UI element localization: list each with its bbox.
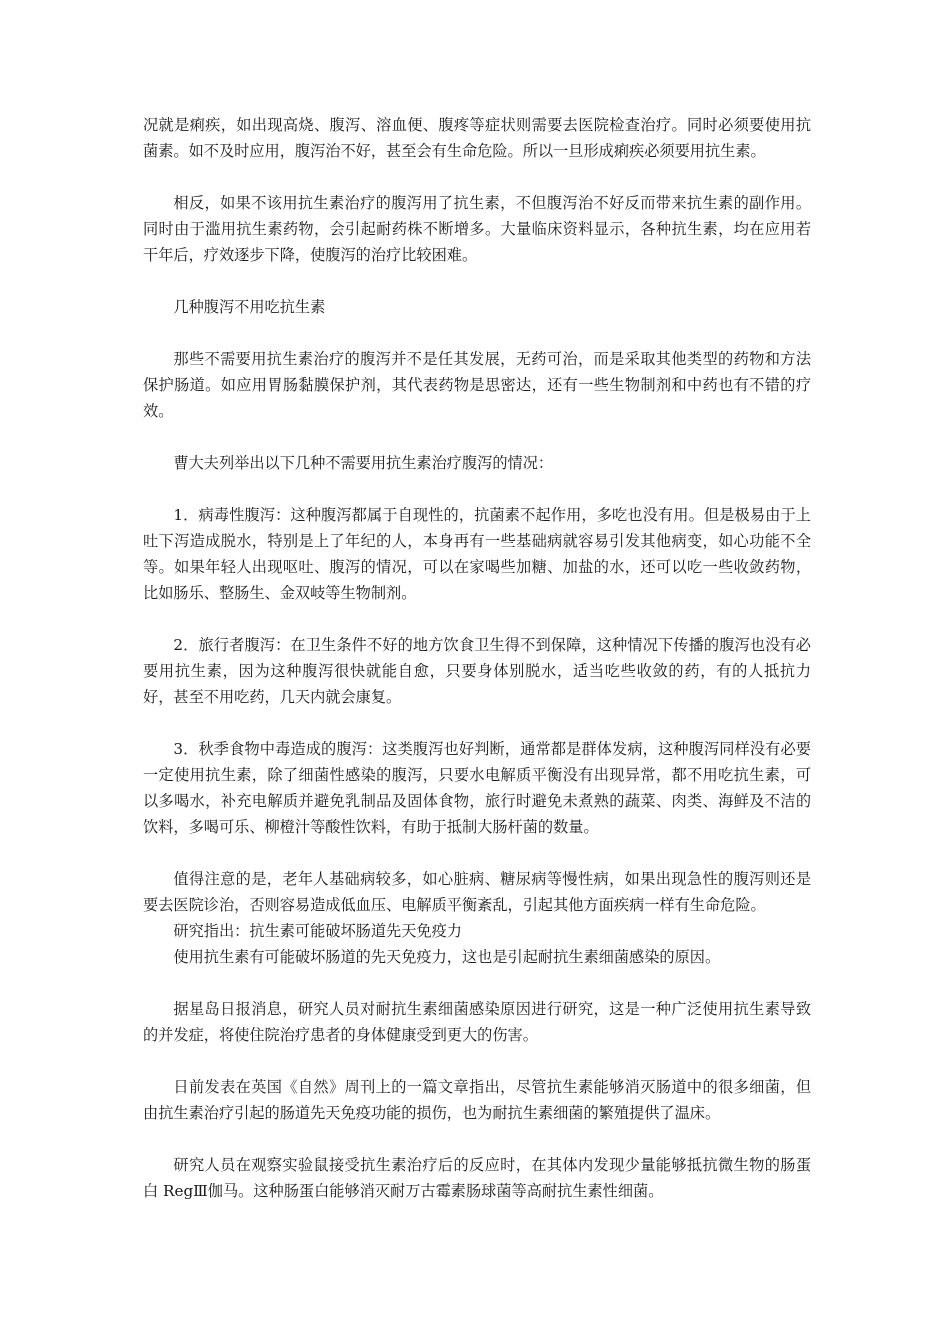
paragraph-dysentery-antibiotics: 况就是痢疾，如出现高烧、腹泻、溶血便、腹疼等症状则需要去医院检查治疗。同时必须要使用抗菌素。如不及时应用，腹泻治不好，甚至会有生命危险。所以一旦形成痢疾必须要用抗生素。	[143, 116, 811, 160]
paragraph-news-source: 据星岛日报消息，研究人员对耐抗生素细菌感染原因进行研究，这是一种广泛使用抗生素导致的并发症，将使住院治疗患者的身体健康受到更大的伤害。	[143, 1000, 811, 1044]
paragraph-cases-intro: 曹大夫列举出以下几种不需要用抗生素治疗腹泻的情况：	[173, 454, 554, 472]
paragraph-innate-immunity: 使用抗生素有可能破坏肠道的先天免疫力，这也是引起耐抗生素细菌感染的原因。	[173, 948, 721, 966]
section-heading-no-antibiotics: 几种腹泻不用吃抗生素	[173, 298, 326, 316]
paragraph-nature-article: 日前发表在英国《自然》周刊上的一篇文章指出，尽管抗生素能够消灭肠道中的很多细菌，但由抗生素治疗引起的肠道先天免疫功能的损伤，也为耐抗生素细菌的繁殖提供了温床。	[143, 1078, 811, 1122]
list-item-viral-diarrhea: 1．病毒性腹泻：这种腹泻都属于自现性的，抗菌素不起作用，多吃也没有用。但是极易由于上吐下泻造成脱水，特别是上了年纪的人，本身再有一些基础病就容易引发其他病变，如心功能不全等。如果年轻人出现呕吐、腹泻的情况，可以在家喝些加糖、加盐的水，还可以吃一些收敛药物，比如肠乐、整肠生、金双岐等生物制剂。	[143, 506, 811, 602]
list-item-autumn-food-poisoning: 3．秋季食物中毒造成的腹泻：这类腹泻也好判断，通常都是群体发病，这种腹泻同样没有必要一定使用抗生素，除了细菌性感染的腹泻，只要水电解质平衡没有出现异常，都不用吃抗生素，可以多喝水，补充电解质并避免乳制品及固体食物，旅行时避免未煮熟的蔬菜、肉类、海鲜及不洁的饮料，多喝可乐、柳橙汁等酸性饮料，有助于抵制大肠杆菌的数量。	[143, 740, 811, 836]
paragraph-misuse-side-effects: 相反，如果不该用抗生素治疗的腹泻用了抗生素，不但腹泻治不好反而带来抗生素的副作用。同时由于滥用抗生素药物，会引起耐药株不断增多。大量临床资料显示，各种抗生素，均在应用若干年后，疗效逐步下降，使腹泻的治疗比较困难。	[143, 194, 811, 264]
paragraph-reg3-gamma: 研究人员在观察实验鼠接受抗生素治疗后的反应时，在其体内发现少量能够抵抗微生物的肠蛋白 RegⅢ伽马。这种肠蛋白能够消灭耐万古霉素肠球菌等高耐抗生素性细菌。	[143, 1156, 811, 1200]
document-body	[143, 112, 811, 1204]
paragraph-elderly-caution: 值得注意的是，老年人基础病较多，如心脏病、糖尿病等慢性病，如果出现急性的腹泻则还是要去医院诊治，否则容易造成低血压、电解质平衡紊乱，引起其他方面疾病一样有生命危险。	[143, 870, 811, 914]
paragraph-alternative-treatment: 那些不需要用抗生素治疗的腹泻并不是任其发展，无药可治，而是采取其他类型的药物和方法保护肠道。如应用胃肠黏膜保护剂，其代表药物是思密达，还有一些生物制剂和中药也有不错的疗效。	[143, 350, 811, 420]
section-heading-research: 研究指出：抗生素可能破坏肠道先天免疫力	[173, 922, 462, 940]
list-item-travelers-diarrhea: 2．旅行者腹泻：在卫生条件不好的地方饮食卫生得不到保障，这种情况下传播的腹泻也没有必要用抗生素，因为这种腹泻很快就能自愈，只要身体别脱水，适当吃些收敛的药，有的人抵抗力好，甚至不用吃药，几天内就会康复。	[143, 636, 811, 706]
